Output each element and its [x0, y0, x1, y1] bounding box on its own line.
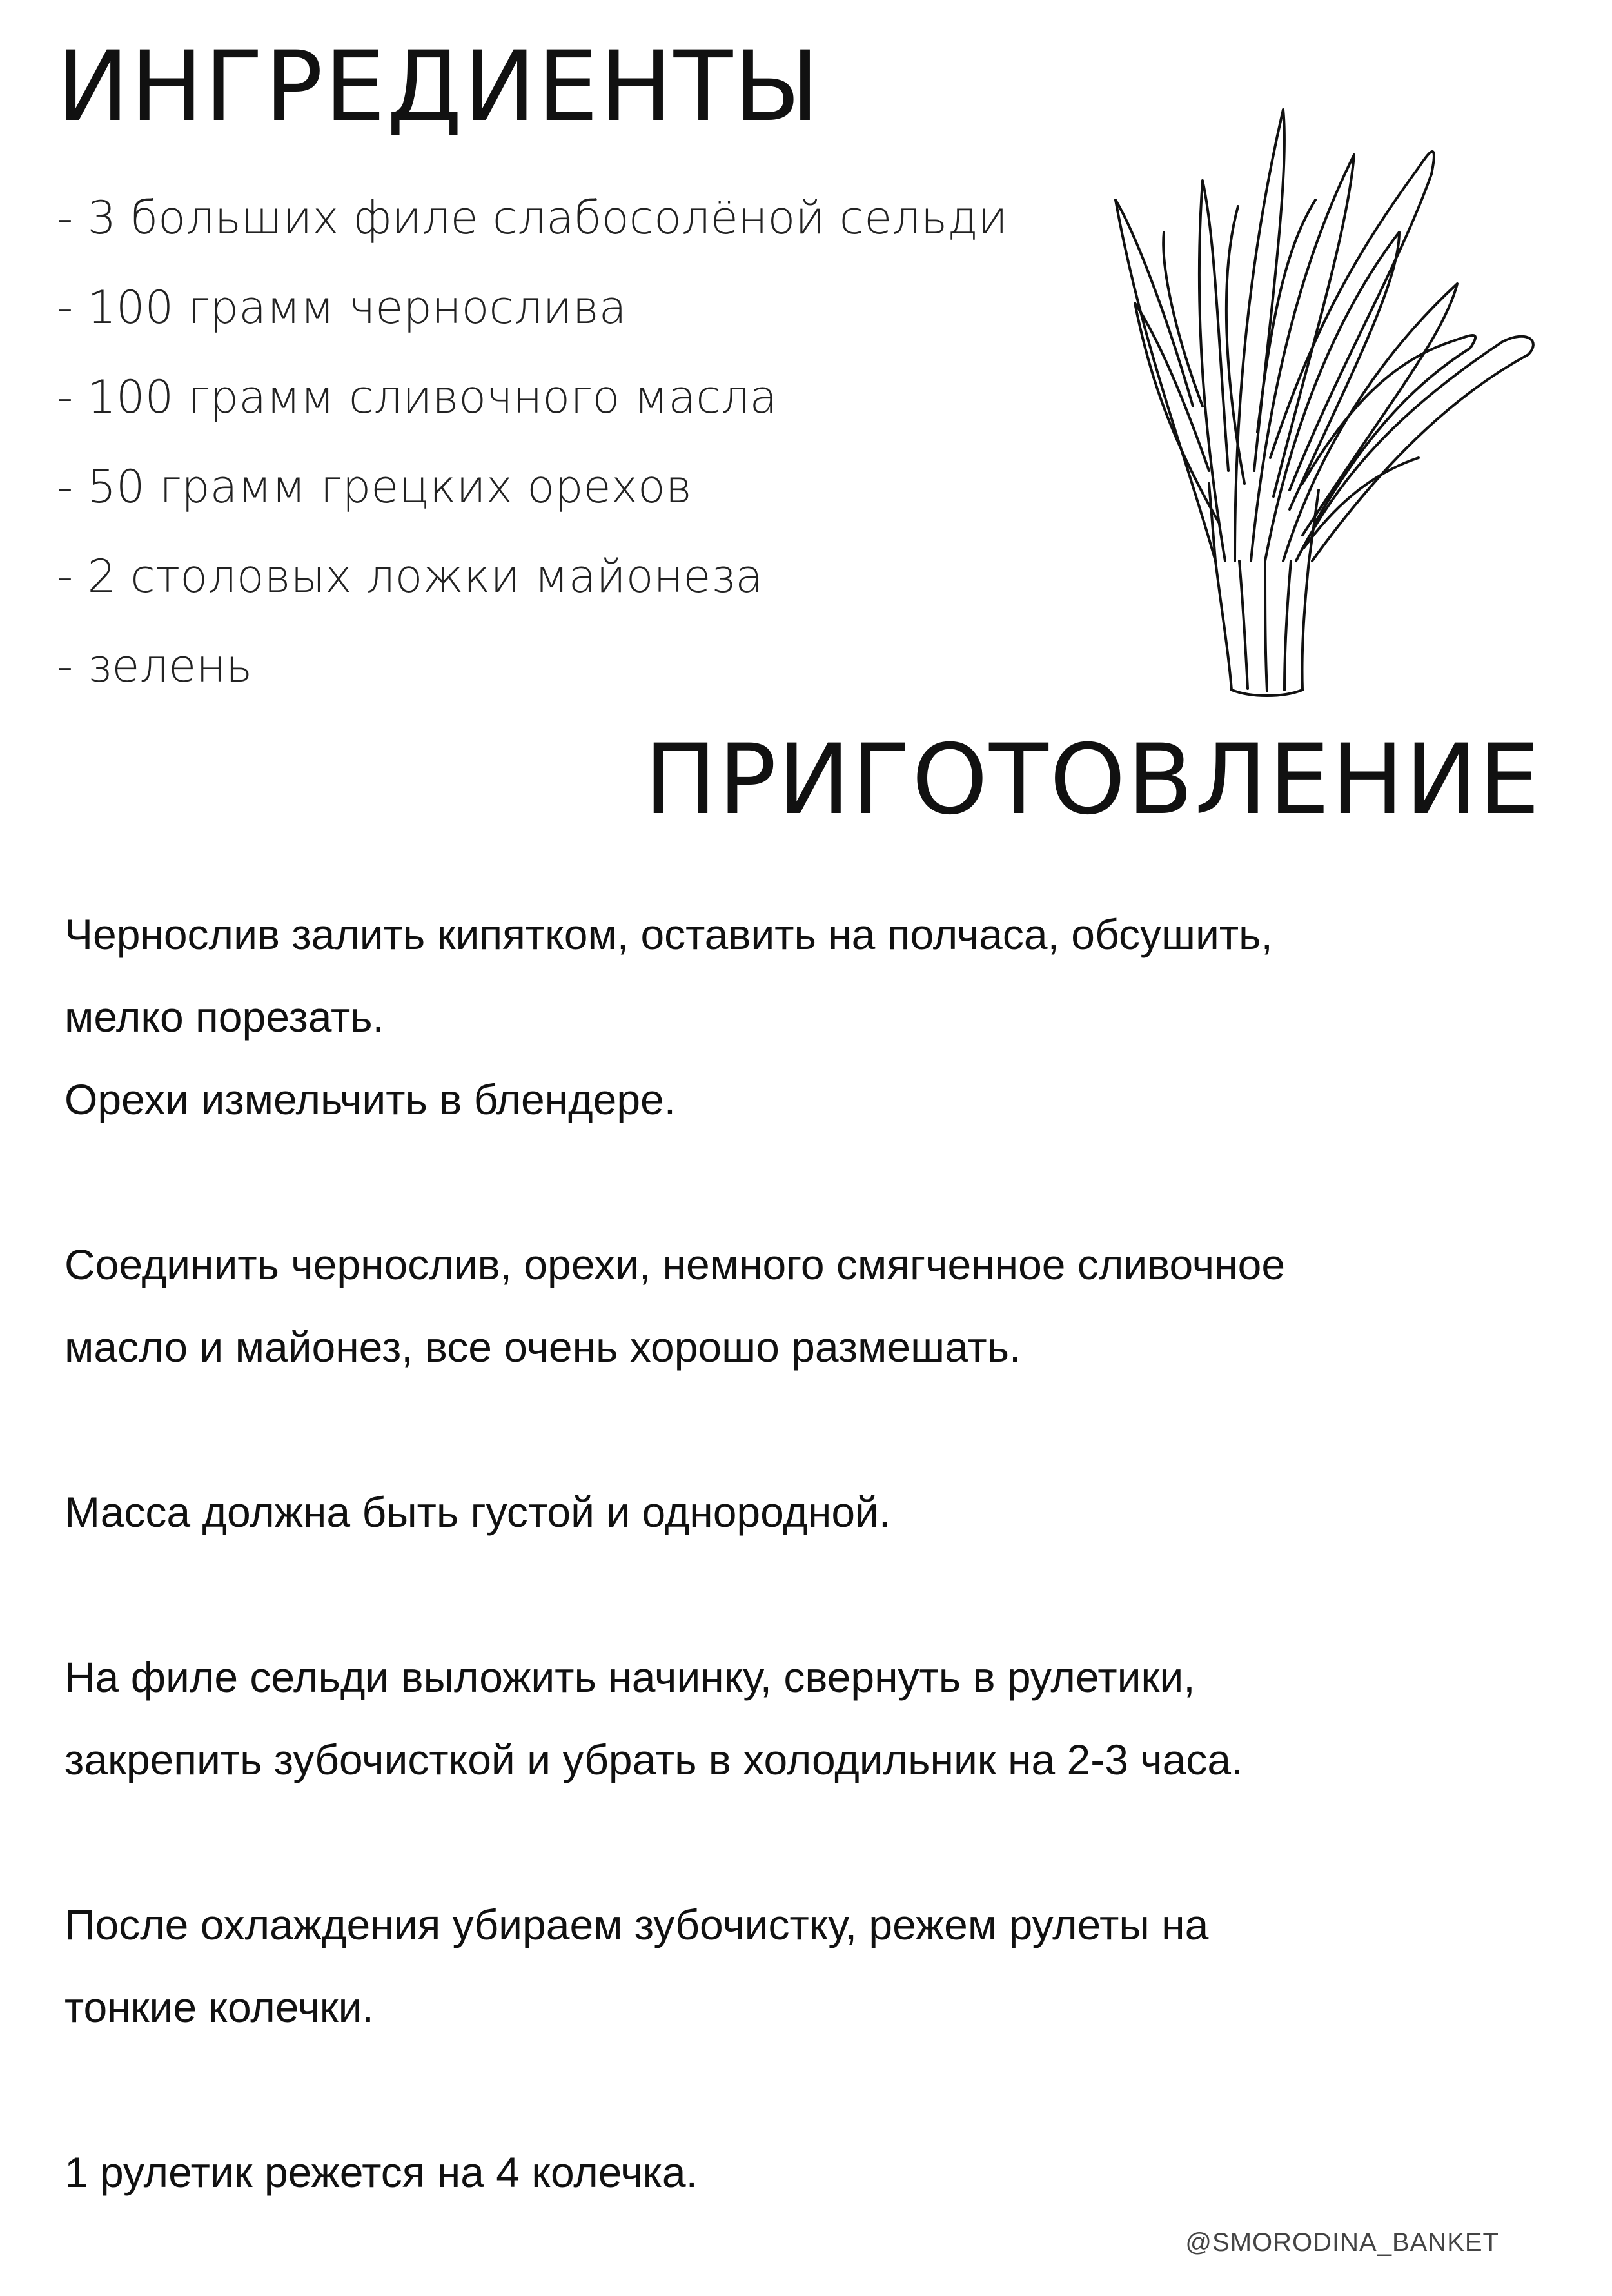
preparation-title: ПРИГОТОВЛЕНИЕ [644, 724, 1541, 836]
preparation-line: мелко порезать. [64, 993, 384, 1041]
preparation-line: 1 рулетик режется на 4 колечка. [64, 2148, 698, 2196]
preparation-paragraph [64, 2131, 1548, 2213]
ingredients-title: ИНГРЕДИЕНТЫ [57, 31, 821, 143]
preparation-line: Орехи измельчить в блендере. [64, 1075, 676, 1123]
ingredient-item: - 100 грамм сливочного масла [57, 371, 778, 424]
ingredient-item: - 50 грамм грецких орехов [57, 460, 692, 513]
preparation-paragraph [64, 1636, 1548, 1801]
preparation-line: Масса должна быть густой и однородной. [64, 1488, 891, 1536]
preparation-paragraph [64, 1223, 1548, 1388]
preparation-line: закрепить зубочисткой и убрать в холодильник на 2-3 часа. [64, 1736, 1243, 1783]
preparation-line: После охлаждения убираем зубочистку, режем рулеты на [64, 1901, 1209, 1948]
ingredient-item: - 100 грамм чернослива [57, 281, 627, 334]
ingredient-item: - 2 столовых ложки майонеза [57, 550, 763, 603]
preparation-text [64, 893, 1548, 2296]
preparation-line: Чернослив залить кипятком, оставить на полчаса, обсушить, [64, 910, 1273, 958]
preparation-paragraph [64, 1883, 1548, 2048]
preparation-line: На филе сельди выложить начинку, свернуть в рулетики, [64, 1653, 1195, 1701]
green-onion-sketch-icon [1096, 71, 1541, 703]
preparation-line: масло и майонез, все очень хорошо размешать. [64, 1323, 1021, 1371]
preparation-line: Соединить чернослив, орехи, немного смягченное сливочное [64, 1241, 1286, 1288]
preparation-paragraph [64, 893, 1548, 1141]
author-watermark: @SMORODINA_BANKET [1185, 2228, 1499, 2257]
ingredient-item: - зелень [57, 640, 253, 692]
preparation-line: тонкие колечки. [64, 1983, 374, 2031]
preparation-paragraph [64, 1471, 1548, 1553]
ingredients-list [57, 192, 1008, 730]
ingredient-item: - 3 больших филе слабосолёной сельди [57, 191, 1008, 244]
